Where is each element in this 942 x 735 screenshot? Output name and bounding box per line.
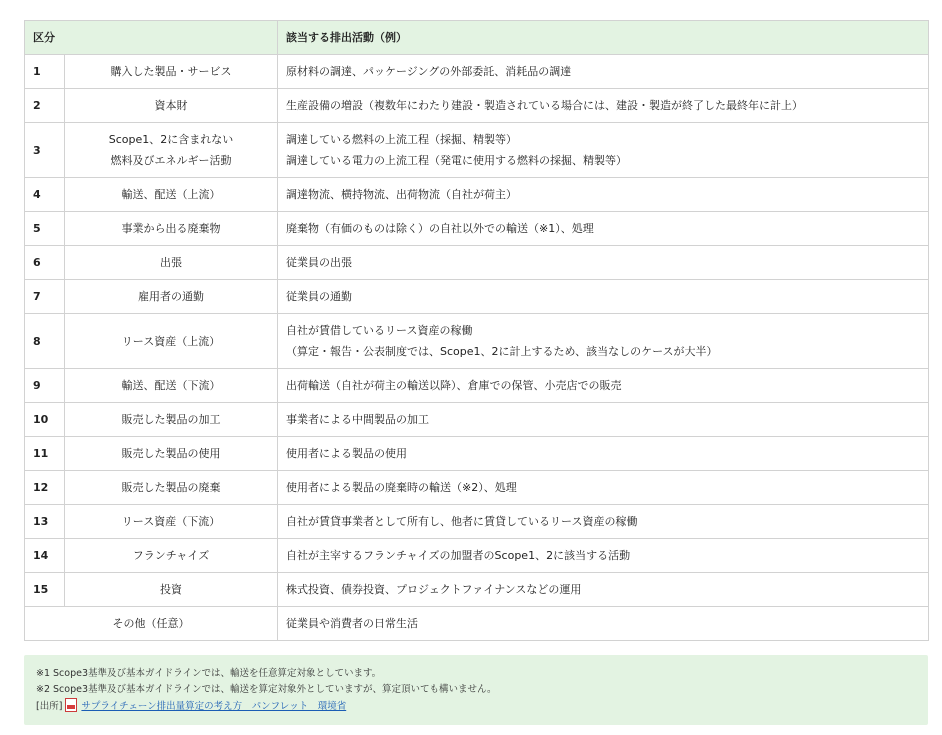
table-row [25,539,929,573]
row-category [65,471,278,505]
category-line: 輸送、配送（下流） [121,379,221,392]
category-line: 販売した製品の使用 [121,447,221,460]
row-activity [278,573,929,607]
table-row [25,212,929,246]
category-line: 購入した製品・サービス [110,65,232,78]
row-category [65,55,278,89]
table-header-row [25,21,929,55]
category-line: リース資産（下流） [121,515,221,528]
activity-line: 廃棄物（有価のものは除く）の自社以外での輸送（※1）、処理 [286,222,594,235]
table-row [25,505,929,539]
notes-box [24,655,928,725]
row-category [65,246,278,280]
row-activity [278,55,929,89]
row-category [65,314,278,369]
row-category [65,403,278,437]
activity-line: 事業者による中間製品の加工 [286,413,429,426]
row-number: 3 [25,123,65,178]
category-line: 燃料及びエネルギー活動 [110,154,232,167]
activity-line: 調達している電力の上流工程（発電に使用する燃料の採掘、精製等） [286,154,627,167]
table-row [25,403,929,437]
row-activity [278,246,929,280]
row-category [65,437,278,471]
row-category [65,505,278,539]
activity-line: 使用者による製品の使用 [286,447,407,460]
source-link[interactable]: サプライチェーン排出量算定の考え方 パンフレット 環境省 [81,701,347,712]
row-activity [278,212,929,246]
activity-line: 自社が賃貸事業者として所有し、他者に賃貸しているリース資産の稼働 [286,515,638,528]
row-number: 14 [25,539,65,573]
row-activity [278,539,929,573]
table-row [25,246,929,280]
scope3-category-table [24,20,929,641]
row-activity [278,123,929,178]
table-row [25,314,929,369]
row-activity [278,314,929,369]
row-number: 13 [25,505,65,539]
category-line: 投資 [160,583,182,596]
row-activity [278,471,929,505]
row-number: 6 [25,246,65,280]
row-number: 2 [25,89,65,123]
activity-line: 使用者による製品の廃棄時の輸送（※2）、処理 [286,481,517,494]
row-category [65,123,278,178]
row-number: 15 [25,573,65,607]
category-line: 資本財 [154,99,188,112]
row-category [65,539,278,573]
row-number: 12 [25,471,65,505]
activity-line: （算定・報告・公表制度では、Scope1、2に計上するため、該当なしのケースが大半） [286,345,718,358]
pdf-file-icon [65,698,77,712]
category-line: 販売した製品の加工 [121,413,221,426]
row-activity [278,178,929,212]
table-row [25,573,929,607]
activity-line: 従業員の通勤 [286,290,352,303]
activity-line: 調達物流、横持物流、出荷物流（自社が荷主） [286,188,517,201]
row-number: 7 [25,280,65,314]
footnote-2: ※2 Scope3基準及び基本ガイドラインでは、輸送を算定対象外としていますが、算定頂いても構いません。 [36,684,497,695]
activity-line: 生産設備の増設（複数年にわたり建設・製造されている場合には、建設・製造が終了した最終年に計上） [286,99,803,112]
category-line: 事業から出る廃棄物 [121,222,221,235]
row-number: 4 [25,178,65,212]
activity-line: 株式投資、債券投資、プロジェクトファイナンスなどの運用 [286,583,582,596]
table-row-other [25,607,929,641]
row-activity [278,369,929,403]
row-number: 11 [25,437,65,471]
footnote-1: ※1 Scope3基準及び基本ガイドラインでは、輸送を任意算定対象としています。 [36,668,382,679]
activity-line: 調達している燃料の上流工程（採掘、精製等） [286,133,517,146]
header-category: 区分 [25,21,278,55]
table-row [25,369,929,403]
row-number: 5 [25,212,65,246]
row-activity [278,403,929,437]
category-line: 出張 [160,256,182,269]
row-number: 10 [25,403,65,437]
row-category [65,573,278,607]
table-row [25,178,929,212]
header-activity: 該当する排出活動（例） [278,21,929,55]
category-line: リース資産（上流） [121,334,221,348]
category-line: フランチャイズ [132,549,210,562]
table-row [25,471,929,505]
row-number: 8 [25,314,65,369]
category-line: 輸送、配送（上流） [121,188,221,201]
row-category [65,89,278,123]
row-activity [278,89,929,123]
table-row [25,55,929,89]
source-line [36,698,918,715]
table-row [25,123,929,178]
activity-line: 従業員の出張 [286,256,352,269]
scope3-table-container [24,20,928,641]
row-activity [278,437,929,471]
row-number: 1 [25,55,65,89]
other-category: その他（任意） [25,607,278,641]
row-category [65,212,278,246]
activity-line: 自社が賃借しているリース資産の稼働 [286,324,473,337]
row-activity [278,505,929,539]
category-line: Scope1、2に含まれない [108,133,234,146]
row-activity [278,280,929,314]
source-label: [出所] [36,701,63,712]
activity-line: 自社が主宰するフランチャイズの加盟者のScope1、2に該当する活動 [286,549,631,562]
row-number: 9 [25,369,65,403]
activity-line: 原材料の調達、パッケージングの外部委託、消耗品の調達 [286,65,572,78]
table-row [25,89,929,123]
table-row [25,437,929,471]
table-row [25,280,929,314]
category-line: 販売した製品の廃棄 [121,481,221,494]
category-line: 雇用者の通勤 [138,290,204,303]
row-category [65,178,278,212]
activity-line: 出荷輸送（自社が荷主の輸送以降）、倉庫での保管、小売店での販売 [286,379,622,392]
row-category [65,369,278,403]
row-category [65,280,278,314]
other-activity: 従業員や消費者の日常生活 [278,607,929,641]
table-body [25,55,929,641]
